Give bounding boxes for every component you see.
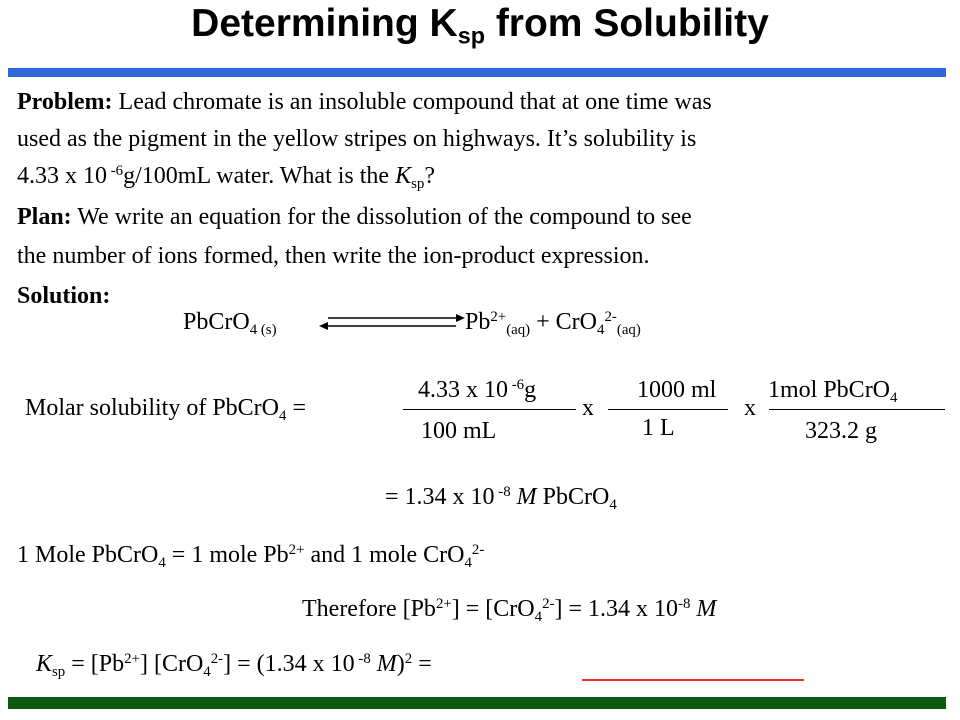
fraction-1-denominator: 100 mL — [421, 418, 497, 444]
mole-ratio-statement: 1 Mole PbCrO$_4$ = 1 mole $Pb^{2+}$ and 1 mole CrO$_4^{2-}$ — [17, 541, 485, 571]
ksp-expression: $K_{sp} = [Pb^{2+}] [CrO_4^{2-}] = (1.34$ x 10 $^{-8}$ M)$^2$ = — [36, 650, 432, 680]
equilibrium-arrows-icon — [318, 311, 466, 333]
footer-bar — [8, 697, 946, 709]
fraction-2-numerator: 1000 ml — [637, 377, 717, 403]
fraction-3-numerator: 1mol PbCrO$_4$ — [768, 377, 898, 406]
plan-line-2: the number of ions formed, then write the ion-product expression. — [17, 243, 650, 269]
equation-products: $Pb^{2+}_{(aq)} + CrO_4^{2-}_{(aq)}$ — [465, 308, 641, 338]
times-sign-2: x — [744, 395, 756, 421]
problem-label: Problem: — [17, 89, 113, 115]
plan-label: Plan: — [17, 204, 72, 230]
problem-line-2: used as the pigment in the yellow stripes on highways. It’s solubility is — [17, 126, 697, 152]
solution-label: Solution: — [17, 283, 111, 309]
problem-line-3: 4.33 x 10 $^{-6}$g/100mL water. What is the $K_{sp}$? — [17, 162, 435, 192]
times-sign-1: x — [582, 395, 594, 421]
molar-solubility-result: = 1.34 x 10 $^{-8}$ M PbCrO$_4$ — [385, 483, 617, 513]
fraction-3-denominator: 323.2 g — [805, 418, 877, 444]
fraction-2-bar — [608, 409, 728, 410]
plan-line-1: Plan: We write an equation for the dissolution of the compound to see — [17, 204, 692, 230]
problem-line-1: Problem: Lead chromate is an insoluble compound that at one time was — [17, 89, 712, 115]
equation-reactant: PbCrO$_{4 (s)}$ — [183, 309, 277, 338]
ion-concentration-statement: Therefore $[Pb^{2+}] = [CrO_4^{2-}] = 1.34$ x $10^{-8}$ M — [302, 595, 717, 625]
ksp-answer-blank — [582, 679, 804, 681]
fraction-3-bar — [769, 409, 945, 410]
title-divider-bar — [8, 68, 946, 77]
fraction-1-numerator: 4.33 x 10 $^{-6}$g — [418, 376, 537, 403]
fraction-1-bar — [403, 409, 576, 410]
molar-solubility-label: Molar solubility of PbCrO$_4$ = — [25, 395, 306, 424]
fraction-2-denominator: 1 L — [642, 415, 675, 441]
slide-title: Determining $K_{sp}$ from Solubility — [191, 2, 769, 49]
